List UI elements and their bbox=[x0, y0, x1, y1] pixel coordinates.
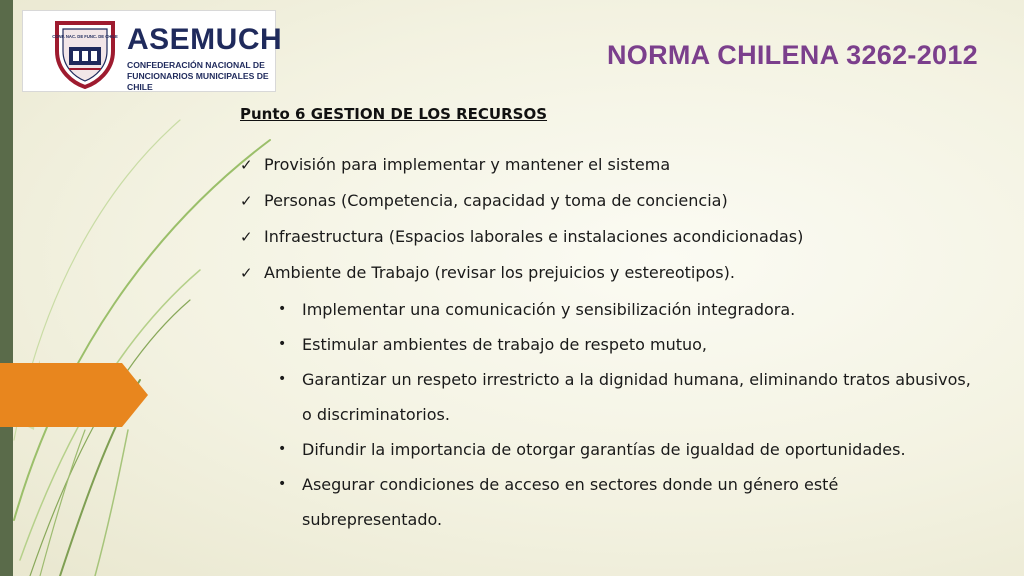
asemuch-logo bbox=[22, 10, 283, 92]
checkmark-icon: ✓ bbox=[240, 156, 253, 174]
slide-title: NORMA CHILENA 3262-2012 bbox=[606, 40, 978, 70]
check-item-text: Ambiente de Trabajo (revisar los prejuicios y estereotipos). bbox=[264, 263, 735, 282]
bullet-item-text: Garantizar un respeto irrestricto a la dignidad humana, eliminando tratos abusivos, o discriminatorios. bbox=[302, 370, 971, 424]
checkmark-icon: ✓ bbox=[240, 228, 253, 246]
bullet-icon: • bbox=[278, 336, 287, 352]
bullet-list bbox=[278, 292, 978, 537]
check-list-item bbox=[240, 227, 803, 263]
bullet-item-text: Implementar una comunicación y sensibilización integradora. bbox=[302, 300, 796, 319]
section-heading: Punto 6 GESTION DE LOS RECURSOS bbox=[240, 105, 548, 123]
logo-name: ASEMUCH bbox=[127, 23, 283, 56]
checkmark-icon: ✓ bbox=[240, 192, 253, 210]
check-item-text: Provisión para implementar y mantener el sistema bbox=[264, 155, 671, 174]
svg-text:CONF. NAC. DE FUNC. DE CHILE: CONF. NAC. DE FUNC. DE CHILE bbox=[52, 34, 118, 39]
bullet-list-item bbox=[278, 327, 978, 362]
logo-subtitle-line1: CONFEDERACIÓN NACIONAL DE bbox=[127, 60, 265, 70]
checkmark-icon: ✓ bbox=[240, 264, 253, 282]
check-item-text: Personas (Competencia, capacidad y toma de conciencia) bbox=[264, 191, 728, 210]
check-list bbox=[240, 155, 803, 299]
bullet-list-item bbox=[278, 362, 978, 432]
bullet-icon: • bbox=[278, 476, 287, 492]
logo-subtitle bbox=[127, 60, 275, 93]
bullet-icon: • bbox=[278, 301, 287, 317]
left-accent-bar bbox=[0, 0, 13, 576]
check-item-text: Infraestructura (Espacios laborales e instalaciones acondicionadas) bbox=[264, 227, 804, 246]
bullet-icon: • bbox=[278, 441, 287, 457]
bullet-list-item bbox=[278, 467, 978, 537]
bullet-item-text: Estimular ambientes de trabajo de respeto mutuo, bbox=[302, 335, 707, 354]
check-list-item bbox=[240, 191, 803, 227]
bullet-list-item bbox=[278, 292, 978, 327]
bullet-list-item bbox=[278, 432, 978, 467]
bullet-icon: • bbox=[278, 371, 287, 387]
check-list-item bbox=[240, 155, 803, 191]
orange-arrow-tab bbox=[0, 363, 148, 427]
bullet-item-text: Asegurar condiciones de acceso en sectores donde un género esté subrepresentado. bbox=[302, 475, 839, 529]
shield-emblem-icon bbox=[49, 17, 121, 89]
bullet-item-text: Difundir la importancia de otorgar garantías de igualdad de oportunidades. bbox=[302, 440, 906, 459]
logo-subtitle-line2: FUNCIONARIOS MUNICIPALES DE CHILE bbox=[127, 71, 269, 92]
